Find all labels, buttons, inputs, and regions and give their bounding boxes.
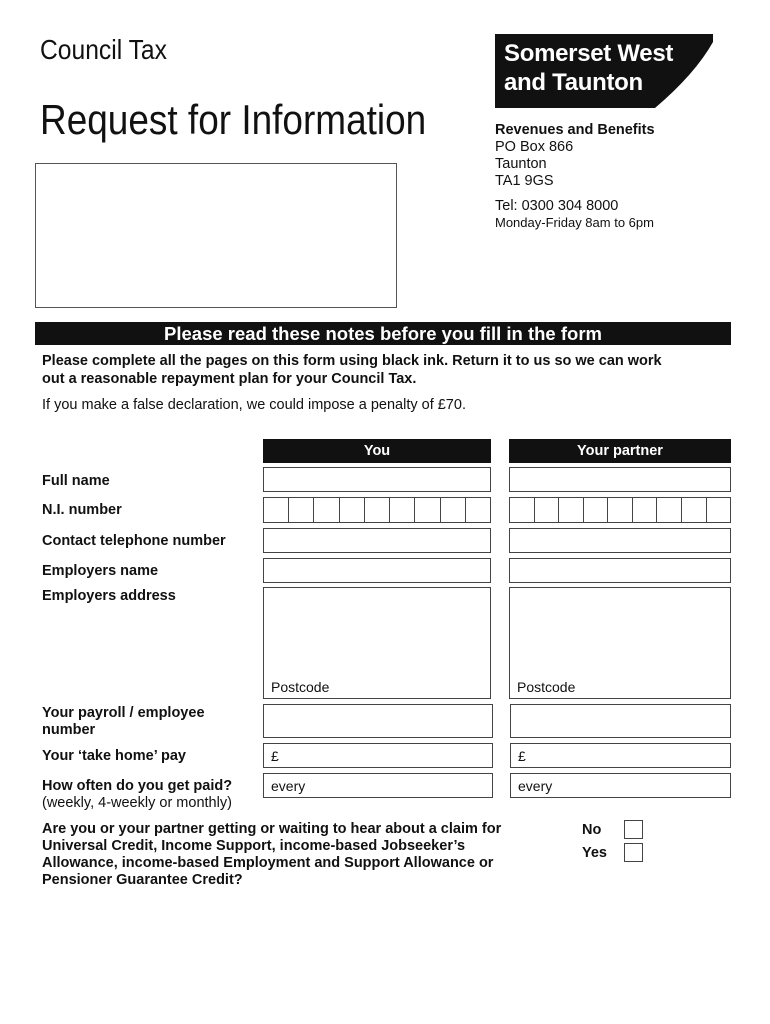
you-postcode-label: Postcode [271,679,330,695]
contact-postcode: TA1 9GS [495,173,554,189]
telephone-label: Contact telephone number [42,533,226,549]
logo-line-1: Somerset West [504,40,674,67]
claim-question-line-1: Are you or your partner getting or waiting to hear about a claim for [42,821,502,837]
contact-town: Taunton [495,156,547,172]
full-name-label: Full name [42,473,110,489]
notes-line-2: out a reasonable repayment plan for your Council Tax. [42,371,417,387]
claim-yes-label: Yes [582,845,607,861]
you-pay-frequency-field[interactable] [263,773,493,798]
employer-name-label: Employers name [42,563,159,579]
partner-employer-address-field[interactable] [509,587,731,699]
you-full-name-field[interactable] [263,467,491,492]
contact-po-box: PO Box 866 [495,139,574,155]
you-payroll-field[interactable] [263,704,493,738]
you-employer-address-field[interactable] [263,587,491,699]
you-take-home-field[interactable] [263,743,493,768]
notes-line-1: Please complete all the pages on this form using black ink. Return it to us so we can work [42,353,662,369]
contact-department: Revenues and Benefits [495,122,655,138]
you-currency-symbol: £ [271,748,279,764]
column-header-partner: Your partner [509,439,731,463]
page-title: Request for Information [40,96,427,143]
payroll-label-line-2: number [42,722,96,738]
partner-payroll-field[interactable] [510,704,731,738]
logo-line-2: and Taunton [504,69,643,96]
partner-postcode-label: Postcode [517,679,576,695]
claim-question-line-4: Pensioner Guarantee Credit? [42,872,243,888]
partner-pay-frequency-field[interactable] [510,773,731,798]
payroll-label-line-1: Your payroll / employee [42,705,205,721]
contact-telephone: Tel: 0300 304 8000 [495,198,619,214]
notes-banner: Please read these notes before you fill in the form [35,322,731,345]
take-home-label: Your ‘take home’ pay [42,748,186,764]
pay-frequency-hint: (weekly, 4-weekly or monthly) [42,795,232,811]
council-logo [495,34,713,108]
form-category: Council Tax [40,34,167,65]
claim-no-label: No [582,822,602,838]
claim-question-line-3: Allowance, income-based Employment and Support Allowance or [42,855,494,871]
you-every-label: every [271,778,306,794]
address-window [35,163,397,308]
claim-question-line-2: Universal Credit, Income Support, income-based Jobseeker’s [42,838,466,854]
pay-frequency-label: How often do you get paid? [42,778,233,794]
ni-number-label: N.I. number [42,502,122,518]
employer-address-label: Employers address [42,588,176,604]
you-telephone-field[interactable] [263,528,491,553]
you-ni-number-field[interactable] [263,497,491,523]
partner-telephone-field[interactable] [509,528,731,553]
you-employer-name-field[interactable] [263,558,491,583]
claim-yes-checkbox[interactable] [624,843,643,862]
contact-hours: Monday-Friday 8am to 6pm [495,215,654,230]
column-header-you: You [263,439,491,463]
partner-every-label: every [518,778,553,794]
partner-take-home-field[interactable] [510,743,731,768]
partner-ni-number-field[interactable] [509,497,731,523]
partner-full-name-field[interactable] [509,467,731,492]
penalty-note: If you make a false declaration, we could impose a penalty of £70. [42,397,466,413]
claim-no-checkbox[interactable] [624,820,643,839]
partner-currency-symbol: £ [518,748,526,764]
partner-employer-name-field[interactable] [509,558,731,583]
